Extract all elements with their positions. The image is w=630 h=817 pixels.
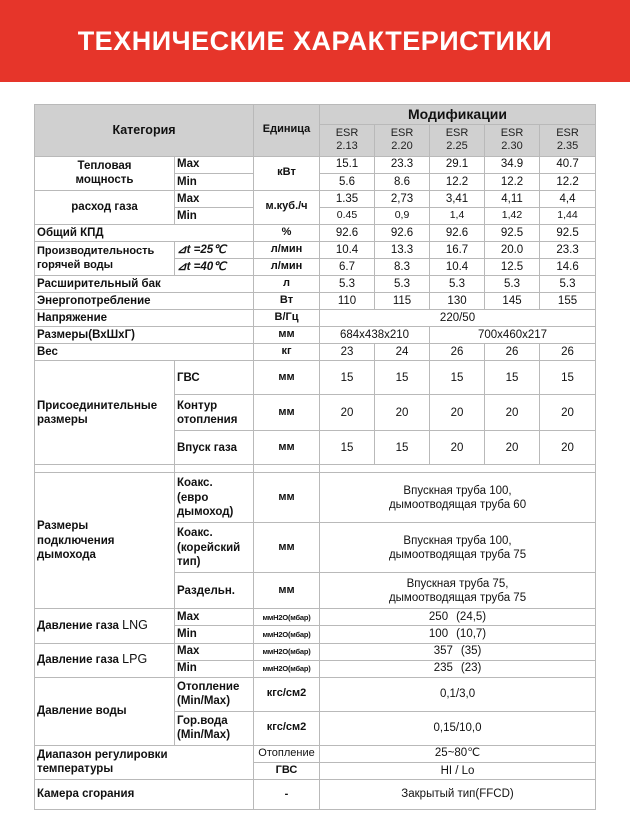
value-cell: 12.2 — [430, 173, 485, 190]
value-cell: 16.7 — [430, 241, 485, 258]
value-cell: 26 — [430, 344, 485, 361]
row-label: Размеры подключения дымохода — [35, 473, 175, 609]
sub-label: ⊿t =40℃ — [175, 259, 254, 276]
unit-cell: л/мин — [254, 259, 320, 276]
value-cell: 5.3 — [540, 276, 596, 293]
value-cell: 34.9 — [485, 156, 540, 173]
spec-table — [34, 104, 596, 810]
sub-label: Max — [175, 156, 254, 173]
value-cell: Впускная труба 75, дымоотводящая труба 75 — [320, 573, 596, 609]
value-cell: 8.6 — [375, 173, 430, 190]
value-cell: 20 — [430, 395, 485, 431]
model-header: ESR 2.30 — [485, 125, 540, 157]
header-modifications: Модификации — [320, 105, 596, 125]
value-cell: 92.6 — [320, 224, 375, 241]
value-cell: 92.6 — [375, 224, 430, 241]
value-cell: 13.3 — [375, 241, 430, 258]
unit-cell: л/мин — [254, 241, 320, 258]
sub-label: Впуск газа — [175, 431, 254, 465]
row-label: Присоединительные размеры — [35, 361, 175, 465]
header-unit: Единица — [254, 105, 320, 157]
row-label: расход газа — [35, 190, 175, 224]
value-cell: 145 — [485, 293, 540, 310]
row-label: Камера сгорания — [35, 780, 254, 810]
row-label: Давление газа LPG — [35, 643, 175, 677]
row-label: Давление воды — [35, 677, 175, 745]
value-cell: 10.4 — [320, 241, 375, 258]
sub-label: Min — [175, 173, 254, 190]
value-cell: 23 — [320, 344, 375, 361]
value-cell: 15 — [540, 361, 596, 395]
value-cell: 20 — [320, 395, 375, 431]
value-cell: 0.45 — [320, 207, 375, 224]
sub-label: Раздельн. — [175, 573, 254, 609]
table-row — [35, 609, 596, 626]
table-row — [35, 780, 596, 810]
value-cell: 220/50 — [320, 310, 596, 327]
header-category: Категория — [35, 105, 254, 157]
page-title: ТЕХНИЧЕСКИЕ ХАРАКТЕРИСТИКИ — [77, 25, 553, 56]
value-cell: 15 — [320, 431, 375, 465]
value-cell: 1,4 — [430, 207, 485, 224]
row-label: Давление газа LNG — [35, 609, 175, 643]
value-cell: 20 — [540, 395, 596, 431]
value-cell: 15 — [375, 361, 430, 395]
value-cell: 10.4 — [430, 259, 485, 276]
table-row — [35, 156, 596, 173]
header-row — [35, 105, 596, 125]
value-cell: 26 — [485, 344, 540, 361]
value-cell: 23.3 — [375, 156, 430, 173]
table-row — [35, 361, 596, 395]
unit-cell: кгс/см2 — [254, 677, 320, 711]
unit-cell: В/Гц — [254, 310, 320, 327]
unit-cell: кг — [254, 344, 320, 361]
value-cell: 115 — [375, 293, 430, 310]
unit-cell: мм — [254, 395, 320, 431]
table-row — [35, 677, 596, 711]
value-cell: 15 — [485, 361, 540, 395]
value-cell: 92.6 — [430, 224, 485, 241]
unit-cell: ммН2О(мбар) — [254, 609, 320, 626]
unit-cell: ммН2О(мбар) — [254, 660, 320, 677]
value-cell: 2,73 — [375, 190, 430, 207]
unit-cell: мм — [254, 473, 320, 523]
row-label: Диапазон регулировки температуры — [35, 745, 254, 779]
value-cell: Закрытый тип(FFCD) — [320, 780, 596, 810]
value-cell: 5.3 — [430, 276, 485, 293]
value-cell: 3,41 — [430, 190, 485, 207]
value-cell: HI / Lo — [320, 762, 596, 779]
value-cell: 24 — [375, 344, 430, 361]
sub-label: Гор.вода (Min/Max) — [175, 711, 254, 745]
sub-label: Min — [175, 626, 254, 643]
unit-cell: ммН2О(мбар) — [254, 643, 320, 660]
model-header: ESR 2.25 — [430, 125, 485, 157]
value-cell: 110 — [320, 293, 375, 310]
value-cell: 4,4 — [540, 190, 596, 207]
row-label: Напряжение — [35, 310, 254, 327]
unit-cell: % — [254, 224, 320, 241]
value-cell: 15 — [375, 431, 430, 465]
value-cell: 357 (35) — [320, 643, 596, 660]
value-cell: 12.5 — [485, 259, 540, 276]
unit-cell: - — [254, 780, 320, 810]
sub-label: Отопление (Min/Max) — [175, 677, 254, 711]
value-cell: Впускная труба 100, дымоотводящая труба 60 — [320, 473, 596, 523]
value-cell: 40.7 — [540, 156, 596, 173]
table-row — [35, 276, 596, 293]
value-cell: 20 — [540, 431, 596, 465]
row-gap — [35, 465, 596, 473]
unit-cell: мм — [254, 361, 320, 395]
unit-cell: Вт — [254, 293, 320, 310]
value-cell: 92.5 — [485, 224, 540, 241]
value-cell: 4,11 — [485, 190, 540, 207]
value-cell: 684x438x210 — [320, 327, 430, 344]
row-label: Производительность горячей воды — [35, 241, 175, 275]
value-cell: 23.3 — [540, 241, 596, 258]
sub-label: Отопление — [254, 745, 320, 762]
row-label: Энергопотребление — [35, 293, 254, 310]
unit-cell: кВт — [254, 156, 320, 190]
value-cell: 15 — [430, 361, 485, 395]
table-row — [35, 224, 596, 241]
unit-cell: мм — [254, 523, 320, 573]
sub-label: ГВС — [254, 762, 320, 779]
unit-cell: ммН2О(мбар) — [254, 626, 320, 643]
sub-label: Коакс. (евро дымоход) — [175, 473, 254, 523]
value-cell: 1,42 — [485, 207, 540, 224]
unit-cell: л — [254, 276, 320, 293]
value-cell: 12.2 — [540, 173, 596, 190]
value-cell: 6.7 — [320, 259, 375, 276]
table-row — [35, 473, 596, 523]
table-row — [35, 190, 596, 207]
row-label: Расширительный бак — [35, 276, 254, 293]
value-cell: 26 — [540, 344, 596, 361]
value-cell: 20.0 — [485, 241, 540, 258]
value-cell: 5.3 — [375, 276, 430, 293]
value-cell: 29.1 — [430, 156, 485, 173]
sub-label: Max — [175, 643, 254, 660]
model-header: ESR 2.35 — [540, 125, 596, 157]
value-cell: 20 — [375, 395, 430, 431]
sub-label: Max — [175, 190, 254, 207]
model-header: ESR 2.20 — [375, 125, 430, 157]
value-cell: 15 — [320, 361, 375, 395]
unit-cell: кгс/см2 — [254, 711, 320, 745]
value-cell: 1.35 — [320, 190, 375, 207]
model-header: ESR 2.13 — [320, 125, 375, 157]
value-cell: 155 — [540, 293, 596, 310]
sub-label: ⊿t =25℃ — [175, 241, 254, 258]
value-cell: 20 — [485, 431, 540, 465]
value-cell: 12.2 — [485, 173, 540, 190]
value-cell: 700x460x217 — [430, 327, 596, 344]
sub-label: Коакс. (корейский тип) — [175, 523, 254, 573]
unit-cell: мм — [254, 327, 320, 344]
table-row — [35, 643, 596, 660]
value-cell: 14.6 — [540, 259, 596, 276]
table-row — [35, 344, 596, 361]
unit-cell: мм — [254, 573, 320, 609]
sub-label: Контур отопления — [175, 395, 254, 431]
sub-label: ГВС — [175, 361, 254, 395]
value-cell: 8.3 — [375, 259, 430, 276]
value-cell: 5.3 — [320, 276, 375, 293]
table-row — [35, 241, 596, 258]
value-cell: 235 (23) — [320, 660, 596, 677]
value-cell: 20 — [485, 395, 540, 431]
value-cell: 250 (24,5) — [320, 609, 596, 626]
value-cell: 5.3 — [485, 276, 540, 293]
unit-cell: мм — [254, 431, 320, 465]
row-label: Вес — [35, 344, 254, 361]
value-cell: 0,1/3,0 — [320, 677, 596, 711]
value-cell: 100 (10,7) — [320, 626, 596, 643]
row-label: Размеры(ВхШхГ) — [35, 327, 254, 344]
value-cell: Впускная труба 100, дымоотводящая труба 75 — [320, 523, 596, 573]
row-label: Тепловая мощность — [35, 156, 175, 190]
title-banner — [0, 0, 630, 82]
value-cell: 25~80℃ — [320, 745, 596, 762]
value-cell: 130 — [430, 293, 485, 310]
sub-label: Min — [175, 207, 254, 224]
value-cell: 20 — [430, 431, 485, 465]
value-cell: 15.1 — [320, 156, 375, 173]
sub-label: Max — [175, 609, 254, 626]
row-label: Общий КПД — [35, 224, 254, 241]
sub-label: Min — [175, 660, 254, 677]
unit-cell: м.куб./ч — [254, 190, 320, 224]
value-cell: 5.6 — [320, 173, 375, 190]
value-cell: 0,9 — [375, 207, 430, 224]
value-cell: 92.5 — [540, 224, 596, 241]
value-cell: 1,44 — [540, 207, 596, 224]
table-row — [35, 310, 596, 327]
table-row — [35, 293, 596, 310]
value-cell: 0,15/10,0 — [320, 711, 596, 745]
table-row — [35, 327, 596, 344]
table-row — [35, 745, 596, 762]
